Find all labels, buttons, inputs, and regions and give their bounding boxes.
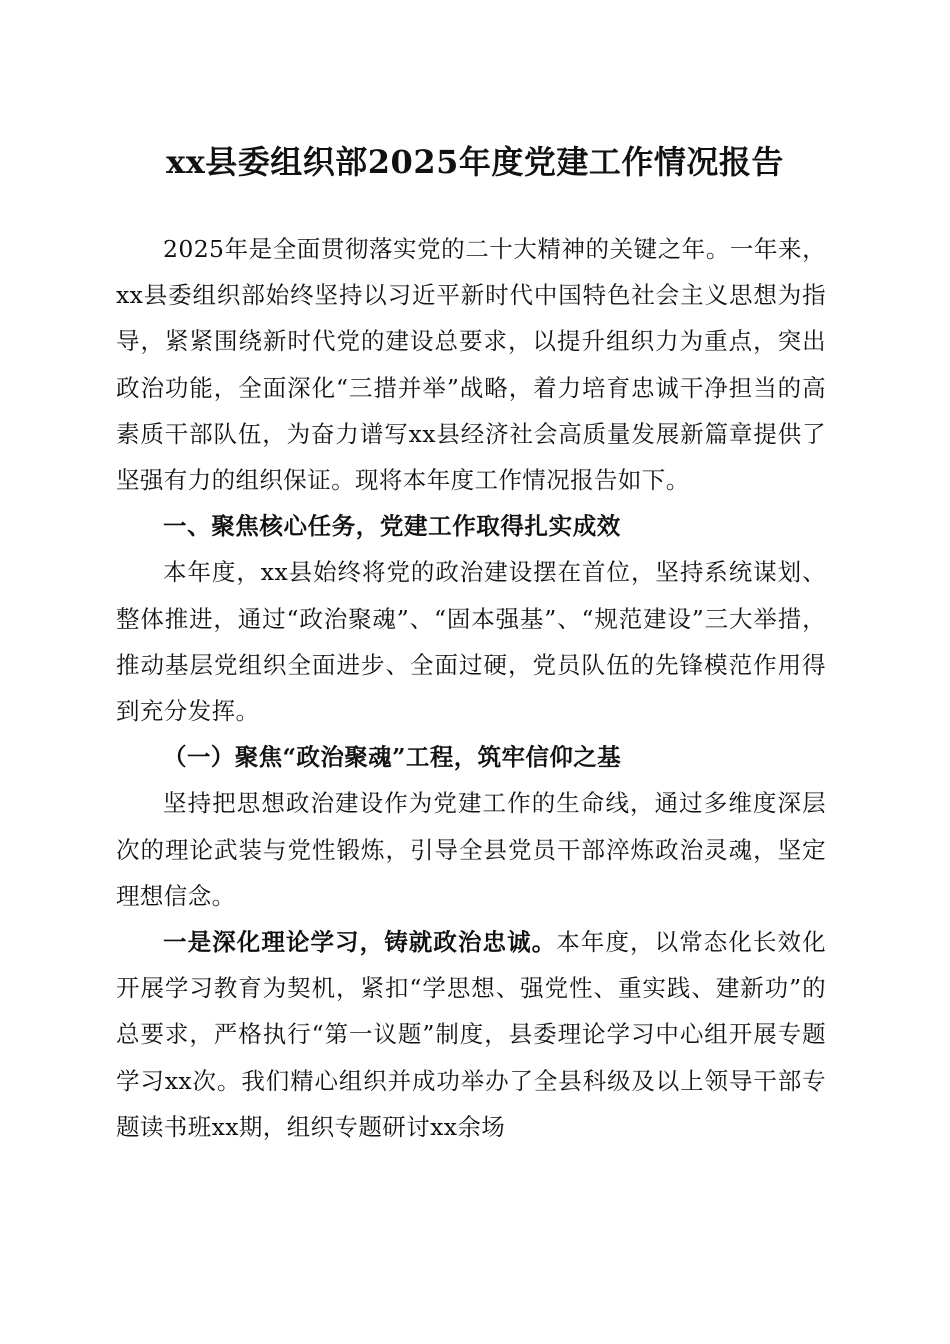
point-1-paragraph bbox=[116, 919, 826, 1150]
section-heading-1: 一、聚焦核心任务，党建工作取得扎实成效 bbox=[163, 512, 621, 541]
point-1-body: 本年度，以常态化长效化开展学习教育为契机，紧扣“学思想、强党性、重实践、建新功”的总要求，严格执行“第一议题”制度，县委理论学习中心组开展专题学习xx次。我们精心组织并成功举办了全县科级及以上领导干部专题读书班xx期，组织专题研讨xx余场 bbox=[116, 928, 826, 1141]
section-1-paragraph: 本年度，xx县始终将党的政治建设摆在首位，坚持系统谋划、整体推进，通过“政治聚魂”、“固本强基”、“规范建设”三大举措，推动基层党组织全面进步、全面过硬，党员队伍的先锋模范作用得到充分发挥。 bbox=[116, 558, 826, 726]
subsection-1-paragraph: 坚持把思想政治建设作为党建工作的生命线，通过多维度深层次的理论武装与党性锻炼，引导全县党员干部淬炼政治灵魂，坚定理想信念。 bbox=[116, 789, 826, 910]
subsection-heading-1: （一）聚焦“政治聚魂”工程，筑牢信仰之基 bbox=[163, 743, 622, 772]
document-body bbox=[116, 226, 826, 1150]
document-title: xx县委组织部2025年度党建工作情况报告 bbox=[166, 143, 784, 181]
intro-paragraph: 2025年是全面贯彻落实党的二十大精神的关键之年。一年来，xx县委组织部始终坚持以习近平新时代中国特色社会主义思想为指导，紧紧围绕新时代党的建设总要求，以提升组织力为重点，突出政治功能，全面深化“三措并举”战略，着力培育忠诚干净担当的高素质干部队伍，为奋力谱写xx县经济社会高质量发展新篇章提供了坚强有力的组织保证。现将本年度工作情况报告如下。 bbox=[116, 235, 826, 495]
point-1-lead: 一是深化理论学习，铸就政治忠诚。 bbox=[163, 928, 557, 957]
